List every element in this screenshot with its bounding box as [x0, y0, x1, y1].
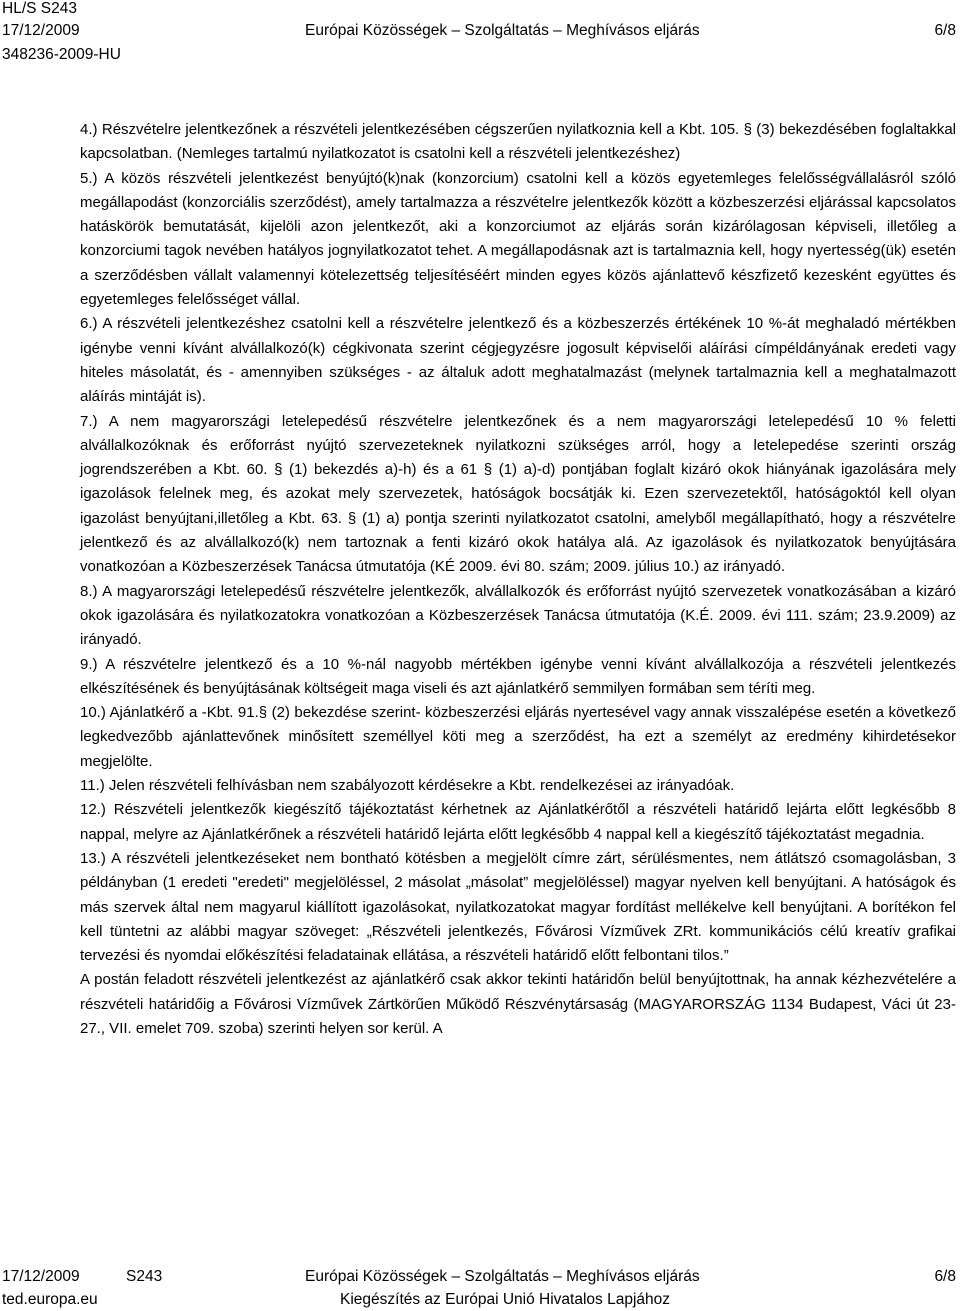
- header-reference: HL/S S243: [2, 0, 77, 17]
- paragraph-8: 8.) A magyarországi letelepedésű részvételre jelentkezők, alvállalkozók és erőforrást nyújtó szervezetek vonatkozásában a kizáró okok igazolására és nyilatkozatokra vonatkozóan a Közbeszerzések Tanácsa útmutatója (K.É. 2009. évi 111. szám; 23.9.2009) az irányadó.: [80, 582, 956, 649]
- header-notice-id: 348236-2009-HU: [2, 46, 121, 63]
- paragraph-postal: A postán feladott részvételi jelentkezést az ajánlatkérő csak akkor tekinti határidőn belül benyújtottnak, ha annak kézhezvételére a részvételi határidőig a Fővárosi Vízművek Zártkörűen Működő Részvénytársaság (MAGYARORSZÁG 1134 Budapest, Váci út 23-27., VII. emelet 709. szoba) szerinti helyen sor kerül. A: [80, 971, 956, 1037]
- paragraph-7: 7.) A nem magyarországi letelepedésű részvételre jelentkezőnek és a nem magyarországi letelepedésű 10 % feletti alvállalkozóknak és erőforrást nyújtó szervezeteknek nyilatkozni szükséges arról, hogy a letelepedése szerinti ország jogrendszerében a Kbt. 60. § (1) bekezdés a)-h) és a 61 § (1) a)-d) pontjában foglalt kizáró okok hiányának igazolására mely igazolások felelnek meg, és azokat mely szervezetek, hatóságok bocsátják ki. Ezen szervezetektől, hatóságoktól kell olyan igazolást benyújtani,illetőleg a Kbt. 63. § (1) a) pontja szerinti nyilatkozatot csatolni, amelyből megállapítható, hogy a részvételre jelentkező és az alvállalkozó(k) nem tartoznak a fenti kizáró okok hatálya alá. Az igazolások és nyilatkozatok benyújtására vonatkozóan a Közbeszerzések Tanácsa útmutatója (KÉ 2009. évi 80. szám; 2009. július 10.) az irányadó.: [80, 412, 956, 576]
- paragraph-10: 10.) Ajánlatkérő a -Kbt. 91.§ (2) bekezdése szerint- közbeszerzési eljárás nyertesével vagy annak visszalépése esetén a következő legkedvezőbb ajánlattevőnek minősített személlyel köti meg a szerződést, ha ezt a személyt az eredmény kihirdetésekor megjelölte.: [80, 704, 956, 770]
- footer-page-number: 6/8: [934, 1268, 956, 1285]
- paragraph-6: 6.) A részvételi jelentkezéshez csatolni kell a részvételre jelentkező és a közbeszerzés értékének 10 %-át meghaladó mértékben igénybe venni kívánt alvállalkozó(k) cégkivonata szerint cégjegyzésre jogosult képviselői aláírási címpéldányának eredeti vagy hiteles másolatát, és - amennyiben szükséges - az általuk adott meghatalmazást (melynek tartalmaznia kell a meghatalmazott aláírás mintáját is).: [80, 315, 956, 406]
- footer-site-link[interactable]: ted.europa.eu: [2, 1291, 98, 1308]
- footer-date: 17/12/2009: [2, 1268, 80, 1285]
- paragraph-5: 5.) A közös részvételi jelentkezést benyújtó(k)nak (konzorcium) csatolni kell a közös egyetemleges felelősségvállalásról szóló megállapodást (konzorciális szerződést), amely tartalmazza a részvételre jelentkezők között a közbeszerzési eljárással kapcsolatos hatáskörök bemutatását, kijelöli azon jelentkezőt, aki a konzorciumot az eljárás során kizárólagosan képviseli, illetőleg a konzorciumi tagok nevében hatályos jognyilatkozatot tehet. A megállapodásnak azt is tartalmaznia kell, hogy nyertesség(ük) esetén a szerződésben vállalt valamennyi kötelezettség teljesítéséért minden egyes közös ajánlattevő készfizető kezesként együttes és egyetemleges felelősséget vállal.: [80, 169, 956, 309]
- paragraph-9: 9.) A részvételre jelentkező és a 10 %-nál nagyobb mértékben igénybe venni kívánt alvállalkozója a részvételi jelentkezés elkészítésének és benyújtásának költségeit maga viseli és azt ajánlatkérő semmilyen formában sem téríti meg.: [80, 655, 956, 697]
- notice-body: [80, 118, 956, 1041]
- paragraph-4: 4.) Részvételre jelentkezőnek a részvételi jelentkezésében cégszerűen nyilatkoznia kell a Kbt. 105. § (3) bekezdésében foglaltakkal kapcsolatban. (Nemleges tartalmú nyilatkozatot is csatolni kell a részvételi jelentkezéshez): [80, 121, 956, 163]
- footer-issue-code: S243: [126, 1268, 163, 1285]
- paragraph-12: 12.) Részvételi jelentkezők kiegészítő tájékoztatást kérhetnek az Ajánlatkérőtől a részvételi határidő lejárta előtt legkésőbb 8 nappal, melyre az Ajánlatkérőnek a részvételi határidő lejárta előtt legkésőbb 4 nappal kell a kiegészítő tájékoztatást megadnia.: [80, 801, 956, 843]
- page-footer: [0, 1268, 960, 1311]
- footer-publisher: Kiegészítés az Európai Unió Hivatalos Lapjához: [340, 1291, 670, 1308]
- paragraph-11: 11.) Jelen részvételi felhívásban nem szabályozott kérdésekre a Kbt. rendelkezései az irányadóak.: [80, 777, 735, 795]
- header-title: Európai Közösségek – Szolgáltatás – Meghívásos eljárás: [305, 22, 700, 39]
- page-header: [0, 0, 960, 70]
- header-page-number: 6/8: [934, 22, 956, 39]
- footer-title: Európai Közösségek – Szolgáltatás – Meghívásos eljárás: [305, 1268, 700, 1285]
- header-date: 17/12/2009: [2, 22, 80, 39]
- paragraph-13: 13.) A részvételi jelentkezéseket nem bontható kötésben a megjelölt címre zárt, sérülésmentes, nem átlátszó csomagolásban, 3 példányban (1 eredeti "eredeti" megjelöléssel, 2 másolat „másolat” megjelöléssel) magyar nyelven kell benyújtani. A hatóságok és más szervek által nem magyarul kiállított igazolásokat, nyilatkozatokat magyar fordítást mellékelve kell benyújtani. A borítékon fel kell tüntetni az alábbi magyar szöveget: „Részvételi jelentkezés, Fővárosi Vízművek ZRt. kommunikációs célú kreatív grafikai tervezési és nyomdai előkészítési feladatainak ellátása, a részvételi határidő előtt felbontani tilos.”: [80, 849, 956, 965]
